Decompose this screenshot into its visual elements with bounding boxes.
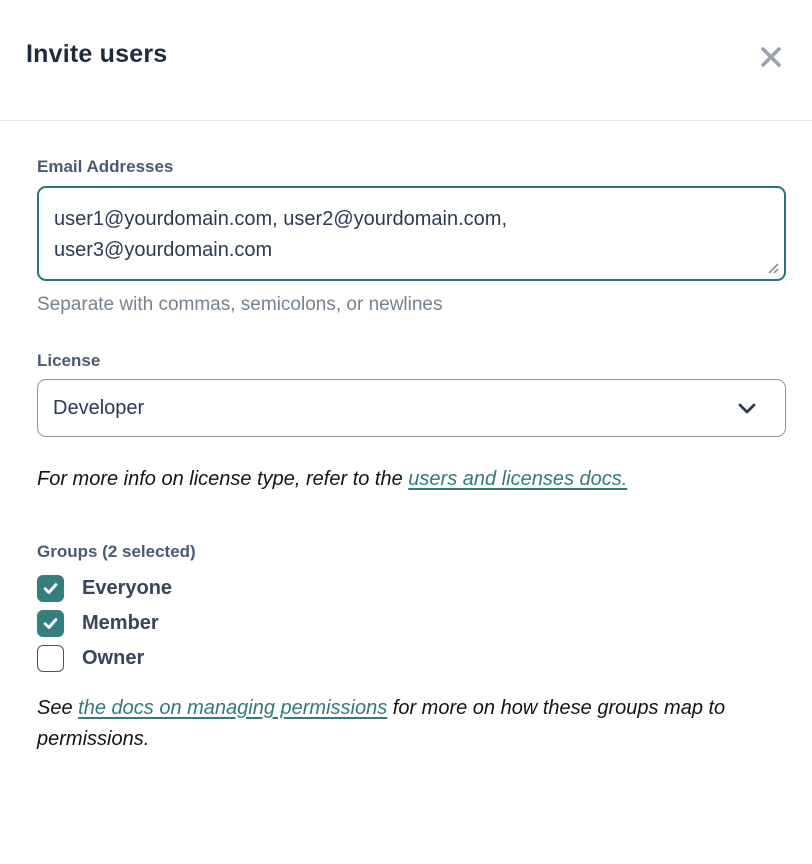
email-textarea-wrap [37,186,786,281]
email-addresses-input[interactable] [37,186,786,281]
group-item-everyone[interactable] [37,575,786,602]
checkbox-checked-icon[interactable] [37,575,64,602]
groups-list [37,575,786,672]
license-note [37,464,786,495]
groups-note-prefix: See [37,697,79,719]
modal-body [0,157,812,755]
users-licenses-docs-link[interactable]: users and licenses docs. [408,468,628,490]
group-item-member[interactable] [37,610,786,637]
checkbox-unchecked-icon[interactable] [37,645,64,672]
modal-header [0,0,812,72]
group-name: Member [82,612,159,634]
close-button[interactable] [756,42,786,72]
group-name: Owner [82,647,145,669]
header-divider [0,120,812,121]
group-name: Everyone [82,577,173,599]
license-note-text: For more info on license type, refer to the [37,468,409,490]
page-title: Invite users [26,40,168,68]
license-selected-value: Developer [53,396,145,419]
email-addresses-label: Email Addresses [37,157,174,176]
managing-permissions-docs-link[interactable]: the docs on managing permissions [78,697,388,719]
groups-note [37,693,777,755]
license-select[interactable] [37,379,786,437]
group-item-owner[interactable] [37,645,786,672]
email-helper-text: Separate with commas, semicolons, or newlines [37,294,443,315]
checkbox-checked-icon[interactable] [37,610,64,637]
groups-note-suffix: for more on how these groups map to permissions. [37,697,726,750]
chevron-down-icon [735,396,759,420]
license-label: License [37,351,101,370]
close-icon [758,58,784,73]
groups-label: Groups (2 selected) [37,542,196,561]
